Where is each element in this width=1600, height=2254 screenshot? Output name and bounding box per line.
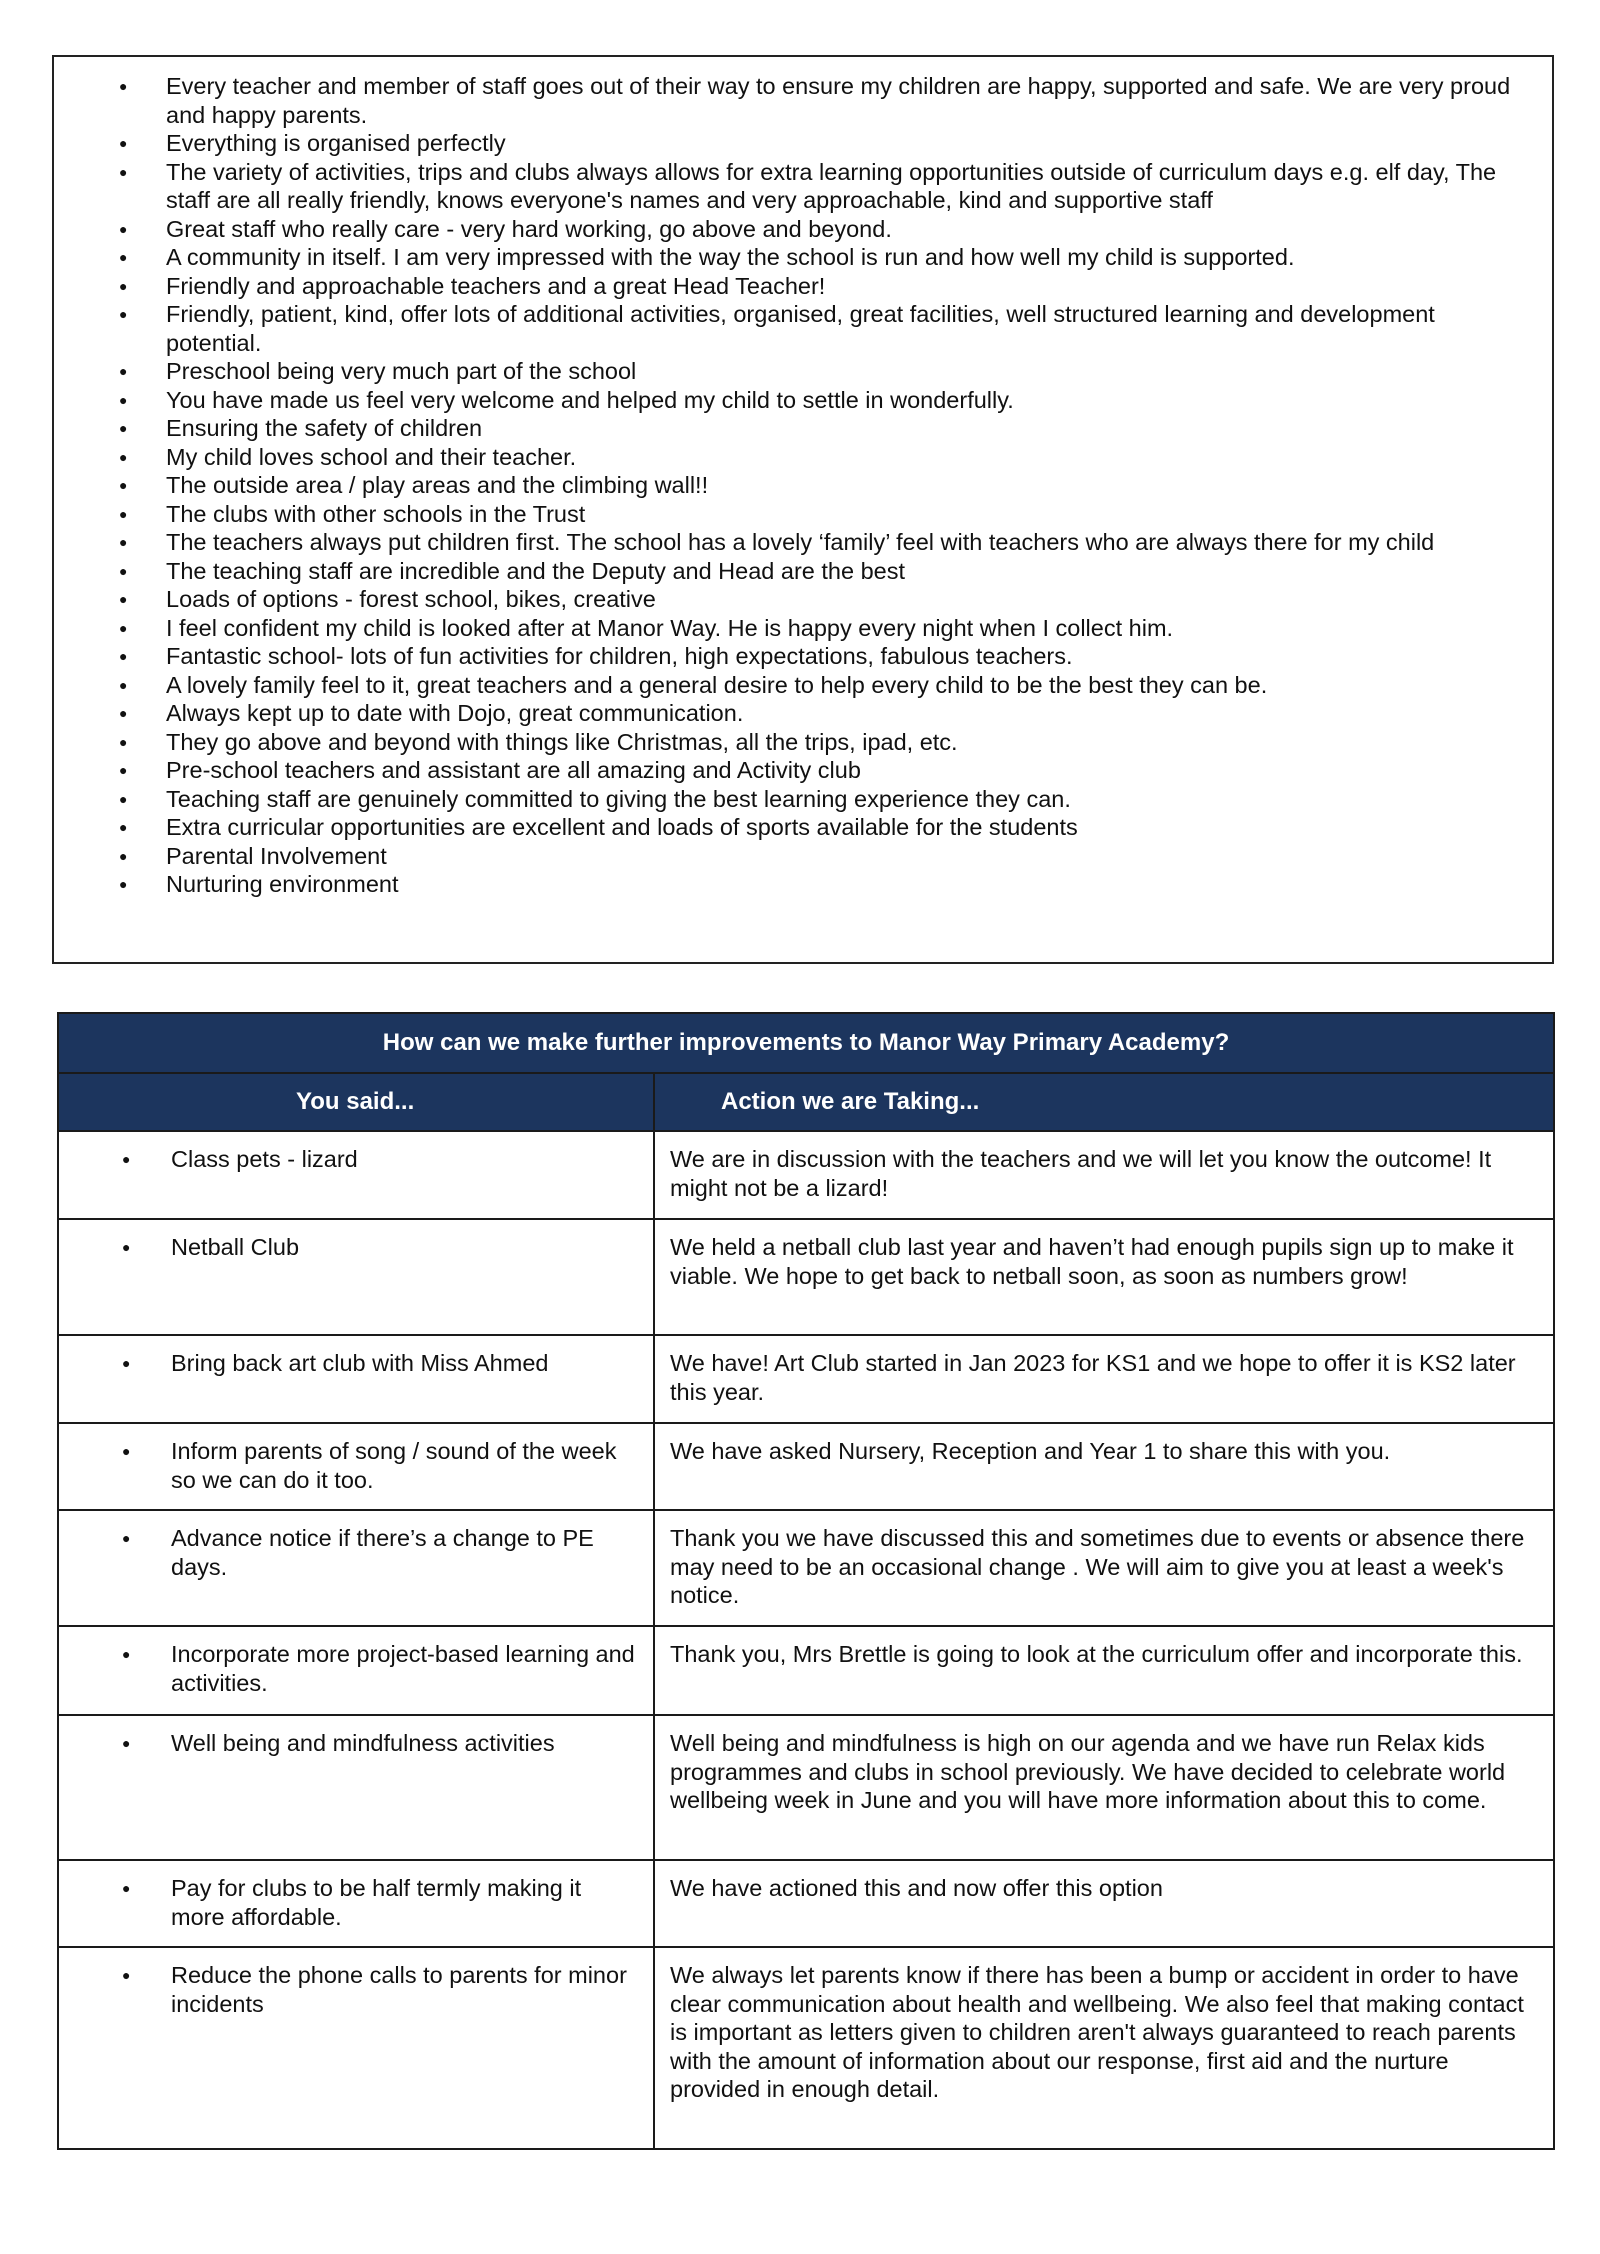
table-row <box>58 1947 1554 2149</box>
column-header-you-said: You said... <box>58 1073 654 1131</box>
list-item: ● Pre-school teachers and assistant are all amazing and Activity club <box>54 756 1528 785</box>
said-text: Well being and mindfulness activities <box>171 1730 555 1756</box>
action-cell: We are in discussion with the teachers and we will let you know the outcome! It might not be a lizard! <box>654 1131 1554 1219</box>
list-item: ● Teaching staff are genuinely committed to giving the best learning experience they can. <box>54 785 1528 814</box>
list-item: ● A community in itself. I am very impressed with the way the school is run and how well my child is supported. <box>54 243 1528 272</box>
said-cell <box>58 1947 654 2149</box>
action-cell: We held a netball club last year and haven’t had enough pupils sign up to make it viable. We hope to get back to netball soon, as soon as numbers grow! <box>654 1219 1554 1335</box>
bullet-icon: ● <box>122 1530 131 1546</box>
table-title: How can we make further improvements to Manor Way Primary Academy? <box>58 1013 1554 1073</box>
table-row <box>58 1335 1554 1423</box>
said-text: Advance notice if there’s a change to PE days. <box>171 1525 594 1580</box>
list-item: ● The teaching staff are incredible and the Deputy and Head are the best <box>54 557 1528 586</box>
list-item: ● Nurturing environment <box>54 870 1528 899</box>
list-item: ● The variety of activities, trips and clubs always allows for extra learning opportunities outside of curriculum days e.g. elf day, The staff are all really friendly, knows everyone's names and very approachable, kind and supportive staff <box>54 158 1528 215</box>
action-cell: We always let parents know if there has been a bump or accident in order to have clear communication about health and wellbeing. We also feel that making contact is important as letters given to children aren't always guaranteed to reach parents with the amount of information about our response, first aid and the nurture provided in enough detail. <box>654 1947 1554 2149</box>
action-cell: Well being and mindfulness is high on our agenda and we have run Relax kids programmes and clubs in school previously. We have decided to celebrate world wellbeing week in June and you will have more information about this to come. <box>654 1715 1554 1860</box>
said-text: Netball Club <box>171 1234 300 1260</box>
list-item: ● A lovely family feel to it, great teachers and a general desire to help every child to be the best they can be. <box>54 671 1528 700</box>
action-cell: We have! Art Club started in Jan 2023 for KS1 and we hope to offer it is KS2 later this year. <box>654 1335 1554 1423</box>
action-cell: Thank you we have discussed this and sometimes due to events or absence there may need to be an occasional change . We will aim to give you at least a week's notice. <box>654 1510 1554 1626</box>
said-cell <box>58 1131 654 1219</box>
table-row <box>58 1715 1554 1860</box>
list-item: ● Great staff who really care - very hard working, go above and beyond. <box>54 215 1528 244</box>
list-item: ● Everything is organised perfectly <box>54 129 1528 158</box>
list-item: ● Loads of options - forest school, bikes, creative <box>54 585 1528 614</box>
list-item: ● Parental Involvement <box>54 842 1528 871</box>
list-item: ● The teachers always put children first. The school has a lovely ‘family’ feel with teachers who are always there for my child <box>54 528 1528 557</box>
list-item: ● Fantastic school- lots of fun activities for children, high expectations, fabulous teachers. <box>54 642 1528 671</box>
said-text: Pay for clubs to be half termly making it more affordable. <box>171 1875 582 1930</box>
list-item: ● The outside area / play areas and the climbing wall!! <box>54 471 1528 500</box>
list-item: ● Friendly, patient, kind, offer lots of additional activities, organised, great facilities, well structured learning and development potential. <box>54 300 1528 357</box>
list-item: ● Ensuring the safety of children <box>54 414 1528 443</box>
bullet-icon: ● <box>122 1355 131 1371</box>
list-item: ● The clubs with other schools in the Trust <box>54 500 1528 529</box>
said-cell <box>58 1860 654 1947</box>
list-item: ● Every teacher and member of staff goes out of their way to ensure my children are happy, supported and safe. We are very proud and happy parents. <box>54 72 1528 129</box>
said-text: Bring back art club with Miss Ahmed <box>171 1350 549 1376</box>
list-item: ● Preschool being very much part of the school <box>54 357 1528 386</box>
bullet-icon: ● <box>122 1735 131 1751</box>
list-item: ● I feel confident my child is looked after at Manor Way. He is happy every night when I collect him. <box>54 614 1528 643</box>
list-item: ● Extra curricular opportunities are excellent and loads of sports available for the students <box>54 813 1528 842</box>
table-row <box>58 1860 1554 1947</box>
action-cell: We have actioned this and now offer this option <box>654 1860 1554 1947</box>
said-cell <box>58 1423 654 1510</box>
said-text: Class pets - lizard <box>171 1146 358 1172</box>
said-cell <box>58 1715 654 1860</box>
said-text: Incorporate more project-based learning and activities. <box>171 1641 635 1696</box>
said-cell <box>58 1335 654 1423</box>
said-text: Inform parents of song / sound of the week so we can do it too. <box>171 1438 617 1493</box>
bullet-icon: ● <box>122 1646 131 1662</box>
list-item: ● Friendly and approachable teachers and a great Head Teacher! <box>54 272 1528 301</box>
table-row <box>58 1131 1554 1219</box>
list-item: ● My child loves school and their teacher. <box>54 443 1528 472</box>
bullet-icon: ● <box>122 1880 131 1896</box>
praise-list <box>54 57 1552 899</box>
table-row <box>58 1626 1554 1715</box>
list-item: ● They go above and beyond with things like Christmas, all the trips, ipad, etc. <box>54 728 1528 757</box>
table-title-row <box>58 1013 1554 1073</box>
list-item: ● Always kept up to date with Dojo, great communication. <box>54 699 1528 728</box>
said-cell <box>58 1510 654 1626</box>
bullet-icon: ● <box>122 1443 131 1459</box>
parent-praise-box <box>52 55 1554 964</box>
said-cell <box>58 1626 654 1715</box>
action-cell: Thank you, Mrs Brettle is going to look at the curriculum offer and incorporate this. <box>654 1626 1554 1715</box>
table-row <box>58 1423 1554 1510</box>
improvements-table <box>57 1012 1555 2150</box>
said-cell <box>58 1219 654 1335</box>
said-text: Reduce the phone calls to parents for minor incidents <box>171 1962 627 2017</box>
bullet-icon: ● <box>122 1967 131 1983</box>
table-header-row <box>58 1073 1554 1131</box>
action-cell: We have asked Nursery, Reception and Year 1 to share this with you. <box>654 1423 1554 1510</box>
table-row <box>58 1219 1554 1335</box>
bullet-icon: ● <box>122 1151 131 1167</box>
column-header-action: Action we are Taking... <box>654 1073 1554 1131</box>
bullet-icon: ● <box>122 1239 131 1255</box>
table-row <box>58 1510 1554 1626</box>
list-item: ● You have made us feel very welcome and helped my child to settle in wonderfully. <box>54 386 1528 415</box>
